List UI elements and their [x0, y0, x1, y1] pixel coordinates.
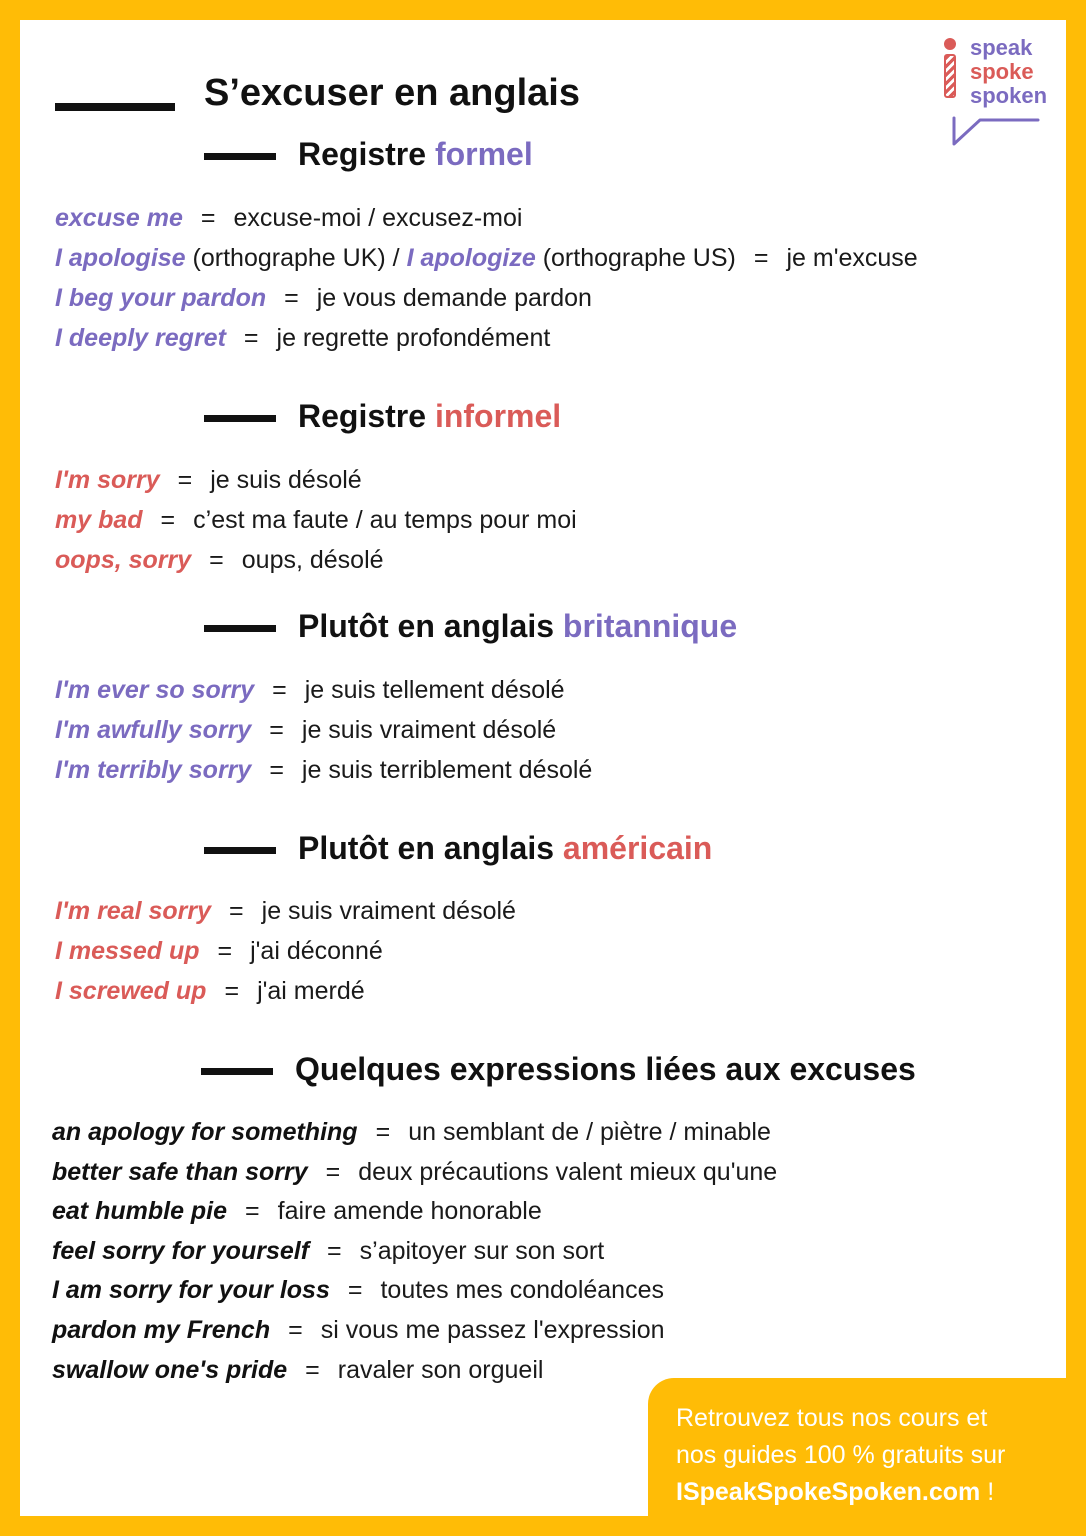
logo-i-dot [944, 38, 956, 50]
list-item [55, 198, 918, 238]
footer-line-2: nos guides 100 % gratuits sur [676, 1441, 1006, 1469]
english-phrase: feel sorry for yourself [52, 1236, 310, 1265]
french-translation: je m'excuse [786, 244, 918, 272]
french-translation: j'ai déconné [250, 937, 383, 965]
french-translation: ravaler son orgueil [337, 1355, 544, 1384]
list-item [52, 1271, 777, 1311]
french-translation: je regrette profondément [276, 324, 551, 352]
heading-highlight: informel [434, 398, 562, 434]
heading-highlight: américain [562, 830, 713, 866]
heading-text: Plutôt en anglais [298, 830, 563, 866]
title-dash [55, 103, 175, 111]
english-phrase: I deeply regret [55, 324, 226, 352]
english-phrase: I'm ever so sorry [55, 676, 255, 704]
equals-sign: = [325, 1157, 341, 1186]
footer-line-3 [676, 1474, 1005, 1511]
section-dash [204, 153, 276, 160]
french-translation: j'ai merdé [257, 977, 365, 1005]
english-phrase: better safe than sorry [52, 1157, 308, 1186]
equals-sign: = [245, 1197, 260, 1226]
equals-sign: = [753, 244, 769, 272]
footer-exclamation: ! [980, 1478, 995, 1506]
english-phrase: excuse me [55, 204, 183, 232]
french-translation: je vous demande pardon [316, 284, 592, 312]
heading-highlight: britannique [562, 608, 738, 644]
english-phrase: an apology for something [52, 1118, 358, 1146]
french-translation: s’apitoyer sur son sort [359, 1236, 605, 1265]
english-phrase: I beg your pardon [55, 284, 267, 312]
heading-highlight: formel [434, 136, 533, 172]
spelling-note: (orthographe US) [542, 244, 736, 272]
english-phrase: pardon my French [52, 1315, 271, 1344]
french-translation: faire amende honorable [277, 1197, 542, 1226]
equals-sign: = [305, 1355, 320, 1384]
entries-informel [55, 460, 577, 580]
equals-sign: = [224, 977, 240, 1005]
equals-sign: = [327, 1236, 342, 1265]
french-translation: c’est ma faute / au temps pour moi [193, 506, 577, 534]
french-translation: un semblant de / piètre / minable [408, 1118, 771, 1146]
entries-americain [55, 891, 516, 1011]
list-item [55, 670, 592, 710]
entries-expressions [52, 1113, 777, 1390]
heading-text: Quelques expressions liées aux excuses [295, 1051, 916, 1087]
list-item [55, 238, 918, 278]
list-item [55, 318, 918, 358]
logo-i-stem [944, 54, 956, 98]
website-link[interactable]: ISpeakSpokeSpoken.com [676, 1478, 981, 1506]
equals-sign: = [288, 1315, 303, 1344]
list-item [55, 931, 516, 971]
logo-word-spoken: spoken [970, 83, 1048, 108]
french-translation: je suis tellement désolé [304, 676, 565, 704]
footer-line-1: Retrouvez tous nos cours et [676, 1404, 988, 1432]
entries-britannique [55, 670, 592, 790]
list-item [55, 891, 516, 931]
equals-sign: = [347, 1276, 363, 1305]
page-sheet [20, 20, 1066, 1516]
spelling-note: (orthographe UK) [192, 244, 386, 272]
equals-sign: = [269, 716, 284, 744]
english-phrase: I'm sorry [55, 466, 160, 494]
logo [938, 34, 1048, 154]
list-item [55, 278, 918, 318]
list-item [55, 540, 577, 580]
list-item [55, 710, 592, 750]
separator: / [392, 244, 400, 272]
french-translation: je suis désolé [210, 466, 362, 494]
list-item [55, 750, 592, 790]
list-item [52, 1311, 777, 1351]
speech-bubble-icon [950, 114, 1042, 148]
footer-callout [648, 1378, 1086, 1536]
equals-sign: = [375, 1118, 391, 1146]
english-phrase: I apologise [55, 244, 186, 272]
english-phrase: oops, sorry [55, 546, 192, 574]
french-translation: je suis vraiment désolé [261, 897, 516, 925]
list-item [55, 971, 516, 1011]
english-phrase: swallow one's pride [52, 1355, 288, 1384]
equals-sign: = [272, 676, 287, 704]
equals-sign: = [209, 546, 224, 574]
page-title: S’excuser en anglais [204, 72, 580, 114]
section-dash [201, 1068, 273, 1075]
heading-text: Registre [298, 136, 435, 172]
logo-word-speak: speak [970, 35, 1033, 60]
french-translation: si vous me passez l'expression [320, 1315, 665, 1344]
english-phrase: I'm real sorry [55, 897, 212, 925]
english-phrase: my bad [55, 506, 143, 534]
equals-sign: = [217, 937, 233, 965]
list-item [52, 1232, 777, 1272]
footer-text [676, 1400, 1005, 1511]
english-phrase: I'm terribly sorry [55, 756, 252, 784]
french-translation: je suis vraiment désolé [301, 716, 557, 744]
equals-sign: = [177, 466, 193, 494]
equals-sign: = [200, 204, 216, 232]
logo-word-spoke: spoke [970, 59, 1034, 84]
list-item [55, 500, 577, 540]
equals-sign: = [243, 324, 259, 352]
list-item [55, 460, 577, 500]
list-item [52, 1153, 777, 1193]
section-dash [204, 847, 276, 854]
section-dash [204, 415, 276, 422]
french-translation: excuse-moi / excusez-moi [233, 204, 523, 232]
english-phrase-alt: I apologize [406, 244, 536, 272]
equals-sign: = [160, 506, 176, 534]
equals-sign: = [269, 756, 284, 784]
entries-formel [55, 198, 918, 358]
french-translation: je suis terriblement désolé [301, 756, 593, 784]
french-translation: toutes mes condoléances [380, 1276, 664, 1305]
english-phrase: I screwed up [55, 977, 207, 1005]
english-phrase: I'm awfully sorry [55, 716, 252, 744]
equals-sign: = [284, 284, 299, 312]
english-phrase: I am sorry for your loss [52, 1276, 330, 1305]
heading-text: Registre [298, 398, 435, 434]
english-phrase: eat humble pie [52, 1197, 228, 1226]
equals-sign: = [229, 897, 244, 925]
list-item [52, 1192, 777, 1232]
english-phrase: I messed up [55, 937, 200, 965]
french-translation: oups, désolé [241, 546, 384, 574]
french-translation: deux précautions valent mieux qu'une [358, 1157, 778, 1186]
section-dash [204, 625, 276, 632]
list-item [52, 1113, 777, 1153]
heading-text: Plutôt en anglais [298, 608, 563, 644]
